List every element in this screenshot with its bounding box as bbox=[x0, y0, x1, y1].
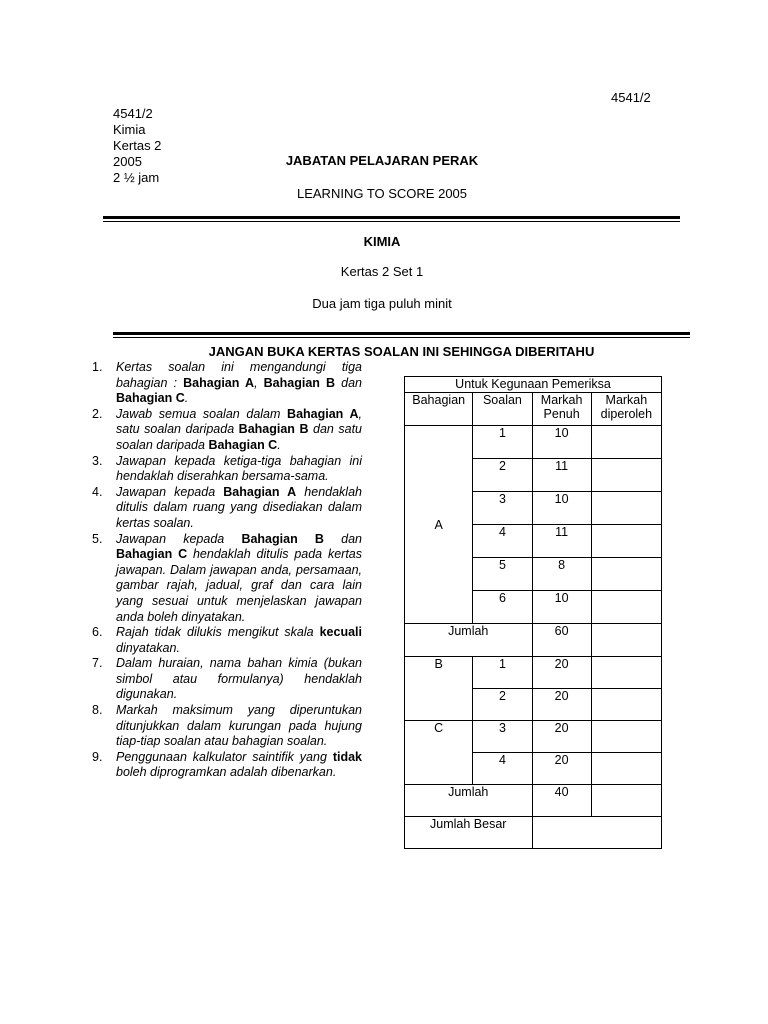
warning-text: JANGAN BUKA KERTAS SOALAN INI SEHINGGA DIBERITAHU bbox=[208, 344, 595, 359]
instruction-text: Jawapan kepada bbox=[116, 484, 224, 499]
full-mark-cell: 11 bbox=[532, 459, 591, 492]
instruction-number: 7. bbox=[92, 656, 103, 671]
instruction-number: 5. bbox=[92, 531, 103, 546]
obtained-mark-cell[interactable] bbox=[591, 657, 661, 689]
instruction-item bbox=[92, 750, 362, 781]
question-cell: 3 bbox=[473, 492, 532, 525]
full-mark-cell: 10 bbox=[532, 591, 591, 624]
instruction-text: hendaklah ditulis dalam ruang yang disediakan dalam kertas soalan. bbox=[116, 484, 362, 530]
full-mark-cell: 10 bbox=[532, 492, 591, 525]
full-mark-cell: 20 bbox=[532, 753, 591, 785]
instruction-text: Dalam huraian, nama bahan kimia (bukan simbol atau formulanya) hendaklah digunakan. bbox=[116, 656, 362, 702]
question-cell: 2 bbox=[473, 689, 532, 721]
instruction-text: , bbox=[254, 375, 264, 390]
instruction-text: , satu soalan daripada bbox=[116, 406, 362, 437]
instruction-text: boleh diprogramkan adalah dibenarkan. bbox=[116, 765, 337, 780]
instruction-text: dinyatakan. bbox=[116, 640, 180, 655]
question-cell: 3 bbox=[473, 721, 532, 753]
obtained-mark-cell[interactable] bbox=[591, 721, 661, 753]
divider-top bbox=[103, 216, 680, 222]
paper-code-top: 4541/2 bbox=[611, 90, 651, 105]
instruction-number: 4. bbox=[92, 484, 103, 499]
instruction-bold-text: tidak bbox=[332, 749, 362, 764]
full-mark-cell: 20 bbox=[532, 657, 591, 689]
duration-text: Dua jam tiga puluh minit bbox=[312, 296, 452, 311]
obtained-mark-cell[interactable] bbox=[591, 689, 661, 721]
obtained-mark-cell[interactable] bbox=[591, 459, 661, 492]
instruction-text: Jawapan kepada ketiga-tiga bahagian ini hendaklah diserahkan bersama-sama. bbox=[116, 453, 362, 484]
instruction-bold-text: Bahagian B bbox=[241, 531, 324, 546]
obtained-mark-cell[interactable] bbox=[591, 426, 661, 459]
instruction-text: hendaklah ditulis pada kertas jawapan. Dalam jawapan anda, persamaan, gambar rajah, jadual, graf dan cara lain yang sesuai untuk menjelaskan jawapan anda boleh dinyatakan. bbox=[116, 547, 363, 624]
instruction-bold-text: Bahagian B bbox=[263, 375, 336, 390]
instruction-item bbox=[92, 703, 362, 750]
instruction-text: dan bbox=[335, 375, 362, 390]
instruction-number: 9. bbox=[92, 749, 103, 764]
obtained-mark-cell[interactable] bbox=[591, 753, 661, 785]
instruction-bold-text: Bahagian A bbox=[287, 406, 359, 421]
obtained-mark-cell[interactable] bbox=[591, 591, 661, 624]
grand-total-label: Jumlah Besar bbox=[405, 817, 533, 849]
header-markah-penuh: Markah Penuh bbox=[532, 393, 591, 426]
instruction-bold-text: Bahagian C bbox=[116, 547, 188, 562]
instruction-bold-text: kecuali bbox=[319, 625, 362, 640]
instruction-item bbox=[92, 407, 362, 454]
program-title: LEARNING TO SCORE 2005 bbox=[296, 186, 468, 201]
instruction-text: Jawab semua soalan dalam bbox=[116, 406, 288, 421]
header-markah-diperoleh: Markah diperoleh bbox=[591, 393, 661, 426]
instruction-number: 2. bbox=[92, 406, 103, 421]
obtained-mark-cell[interactable] bbox=[591, 492, 661, 525]
section-c-label: C bbox=[405, 721, 473, 785]
question-cell: 5 bbox=[473, 558, 532, 591]
subtotal-a-label: Jumlah bbox=[405, 624, 533, 657]
subtotal-bc-value: 40 bbox=[532, 785, 591, 817]
instruction-text: Rajah tidak dilukis mengikut skala bbox=[116, 625, 320, 640]
instructions-list bbox=[92, 360, 362, 781]
subject-title: KIMIA bbox=[363, 234, 401, 249]
full-mark-cell: 20 bbox=[532, 721, 591, 753]
subtotal-bc-label: Jumlah bbox=[405, 785, 533, 817]
question-cell: 4 bbox=[473, 753, 532, 785]
meta-code: 4541/2 bbox=[113, 106, 153, 121]
department-title: JABATAN PELAJARAN PERAK bbox=[285, 153, 479, 168]
section-b-label: B bbox=[405, 657, 473, 721]
subtotal-a-obtained[interactable] bbox=[591, 624, 661, 657]
instruction-item bbox=[92, 656, 362, 703]
instruction-bold-text: Bahagian C bbox=[116, 391, 185, 406]
instruction-text: . bbox=[184, 391, 189, 406]
question-cell: 1 bbox=[473, 657, 532, 689]
section-a-label: A bbox=[405, 426, 473, 624]
full-mark-cell: 20 bbox=[532, 689, 591, 721]
instruction-bold-text: Bahagian A bbox=[183, 375, 255, 390]
instruction-text: Kertas soalan ini mengandungi tiga bahagian : bbox=[116, 360, 362, 390]
table-caption: Untuk Kegunaan Pemeriksa bbox=[405, 377, 662, 393]
instruction-item bbox=[92, 532, 362, 626]
instruction-bold-text: Bahagian A bbox=[223, 484, 297, 499]
instruction-bold-text: Bahagian C bbox=[208, 437, 278, 452]
grand-total-value[interactable] bbox=[532, 817, 662, 849]
instruction-text: Markah maksimum yang diperuntukan ditunjukkan dalam kurungan pada hujung tiap-tiap soalan atau bahagian soalan. bbox=[116, 703, 362, 749]
paper-meta bbox=[113, 106, 161, 186]
header-soalan: Soalan bbox=[473, 393, 532, 426]
meta-subject: Kimia bbox=[113, 122, 146, 137]
question-cell: 6 bbox=[473, 591, 532, 624]
instruction-number: 1. bbox=[92, 360, 103, 374]
meta-year: 2005 bbox=[113, 154, 142, 169]
instruction-number: 6. bbox=[92, 625, 103, 640]
instruction-item bbox=[92, 625, 362, 656]
instruction-item bbox=[92, 485, 362, 532]
question-cell: 4 bbox=[473, 525, 532, 558]
question-cell: 1 bbox=[473, 426, 532, 459]
obtained-mark-cell[interactable] bbox=[591, 525, 661, 558]
instruction-text: dan satu soalan daripada bbox=[116, 422, 363, 452]
instruction-text: dan bbox=[323, 531, 362, 546]
obtained-mark-cell[interactable] bbox=[591, 558, 661, 591]
instruction-text: Jawapan kepada bbox=[116, 531, 242, 546]
instruction-text: Penggunaan kalkulator saintifik yang bbox=[116, 749, 333, 764]
header-bahagian: Bahagian bbox=[405, 393, 473, 426]
subtotal-a-value: 60 bbox=[532, 624, 591, 657]
meta-paper: Kertas 2 bbox=[113, 138, 162, 153]
full-mark-cell: 10 bbox=[532, 426, 591, 459]
subtotal-bc-obtained[interactable] bbox=[591, 785, 661, 817]
paper-title: Kertas 2 Set 1 bbox=[340, 264, 424, 279]
question-cell: 2 bbox=[473, 459, 532, 492]
instruction-number: 3. bbox=[92, 453, 103, 468]
instruction-bold-text: Bahagian B bbox=[238, 422, 309, 437]
divider-bottom bbox=[113, 332, 690, 338]
instruction-item bbox=[92, 360, 362, 407]
instruction-number: 8. bbox=[92, 703, 103, 718]
instruction-text: . bbox=[277, 437, 281, 452]
full-mark-cell: 8 bbox=[532, 558, 591, 591]
examiner-table bbox=[404, 376, 662, 849]
instruction-item bbox=[92, 454, 362, 485]
full-mark-cell: 11 bbox=[532, 525, 591, 558]
meta-time: 2 ½ jam bbox=[113, 170, 160, 185]
